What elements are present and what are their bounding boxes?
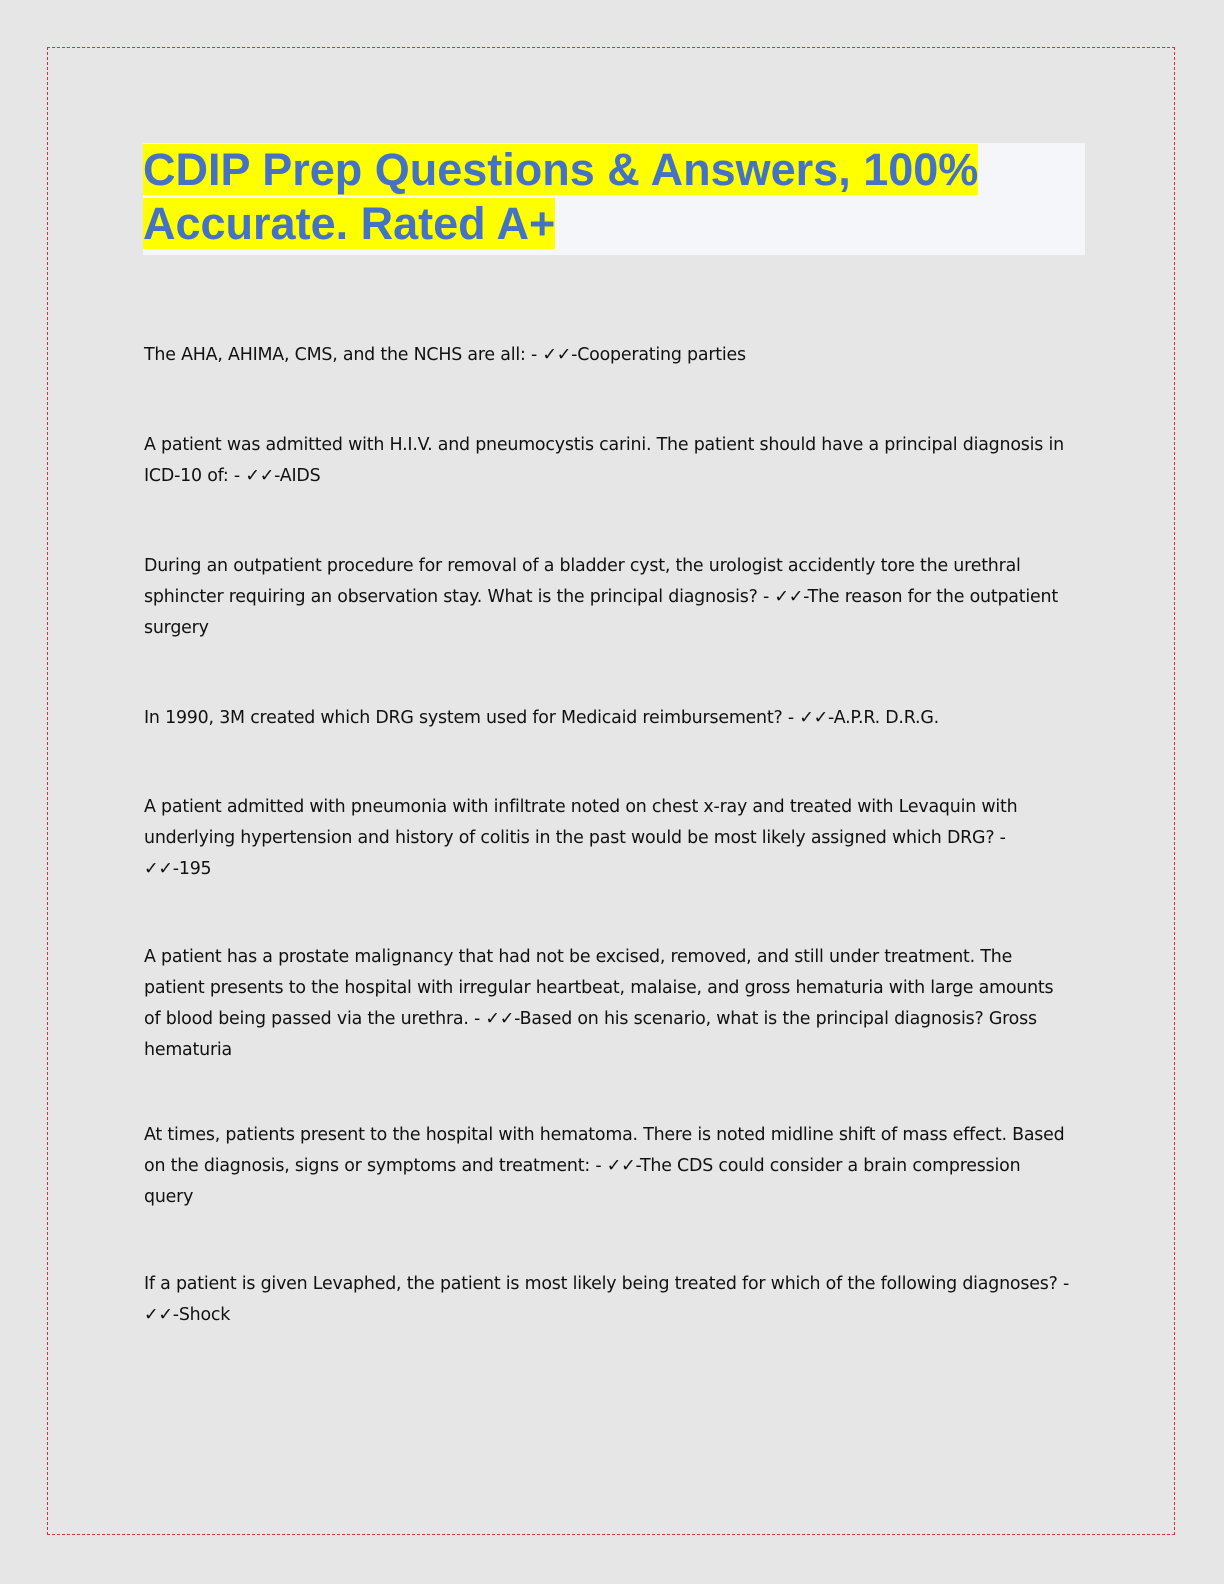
answer-text: Based on his scenario, what is the principal diagnosis? Gross hematuria	[144, 1009, 1037, 1060]
answer-text: 195	[178, 859, 212, 879]
answer-text: The CDS could consider a brain compression query	[144, 1156, 1021, 1207]
answer-text: AIDS	[279, 466, 321, 486]
qa-item-6	[144, 942, 1074, 1066]
check-marker: - ✓✓-	[757, 587, 808, 607]
check-marker: - ✓✓-	[144, 1274, 1070, 1325]
question-text: If a patient is given Levaphed, the patient is most likely being treated for which of the following diagnoses?	[144, 1274, 1058, 1294]
qa-item-4	[144, 703, 1074, 734]
question-text: The AHA, AHIMA, CMS, and the NCHS are all:	[144, 345, 526, 365]
check-marker: - ✓✓-	[590, 1156, 640, 1176]
answer-text: The reason for the outpatient surgery	[144, 587, 1058, 638]
qa-item-8	[144, 1269, 1074, 1331]
check-marker: - ✓✓-	[782, 708, 834, 728]
qa-item-1	[144, 340, 1074, 371]
check-marker: - ✓✓-	[144, 828, 1006, 879]
title-highlight: CDIP Prep Questions & Answers, 100% Accurate. Rated A+	[143, 144, 979, 249]
document-title	[143, 143, 1085, 251]
qa-item-5	[144, 792, 1074, 885]
check-marker: - ✓✓-	[525, 345, 578, 365]
question-text: A patient admitted with pneumonia with infiltrate noted on chest x-ray and treated with Levaquin with underlying hypertension and history of colitis in the past would be most likely assigned which DRG?	[144, 797, 1018, 848]
question-text: During an outpatient procedure for removal of a bladder cyst, the urologist accidently tore the urethral sphincter requiring an observation stay. What is the principal diagnosis?	[144, 556, 1021, 607]
qa-item-2	[144, 430, 1074, 492]
check-marker: - ✓✓-	[228, 466, 280, 486]
check-marker: - ✓✓-	[468, 1009, 520, 1029]
qa-item-3	[144, 551, 1074, 644]
answer-text: Shock	[178, 1305, 231, 1325]
question-text: A patient was admitted with H.I.V. and pneumocystis carini. The patient should have a principal diagnosis in ICD-10 of:	[144, 435, 1064, 486]
question-text: In 1990, 3M created which DRG system used for Medicaid reimbursement?	[144, 708, 783, 728]
question-text: A patient has a prostate malignancy that had not be excised, removed, and still under treatment. The patient presents to the hospital with irregular heartbeat, malaise, and gross hematuria with large amounts of blood being passed via the urethra.	[144, 947, 1054, 1029]
question-text: At times, patients present to the hospital with hematoma. There is noted midline shift of mass effect. Based on the diagnosis, signs or symptoms and treatment:	[144, 1125, 1065, 1176]
title-block	[143, 143, 1085, 255]
answer-text: A.P.R. D.R.G.	[833, 708, 939, 728]
qa-item-7	[144, 1120, 1074, 1213]
answer-text: Cooperating parties	[577, 345, 746, 365]
